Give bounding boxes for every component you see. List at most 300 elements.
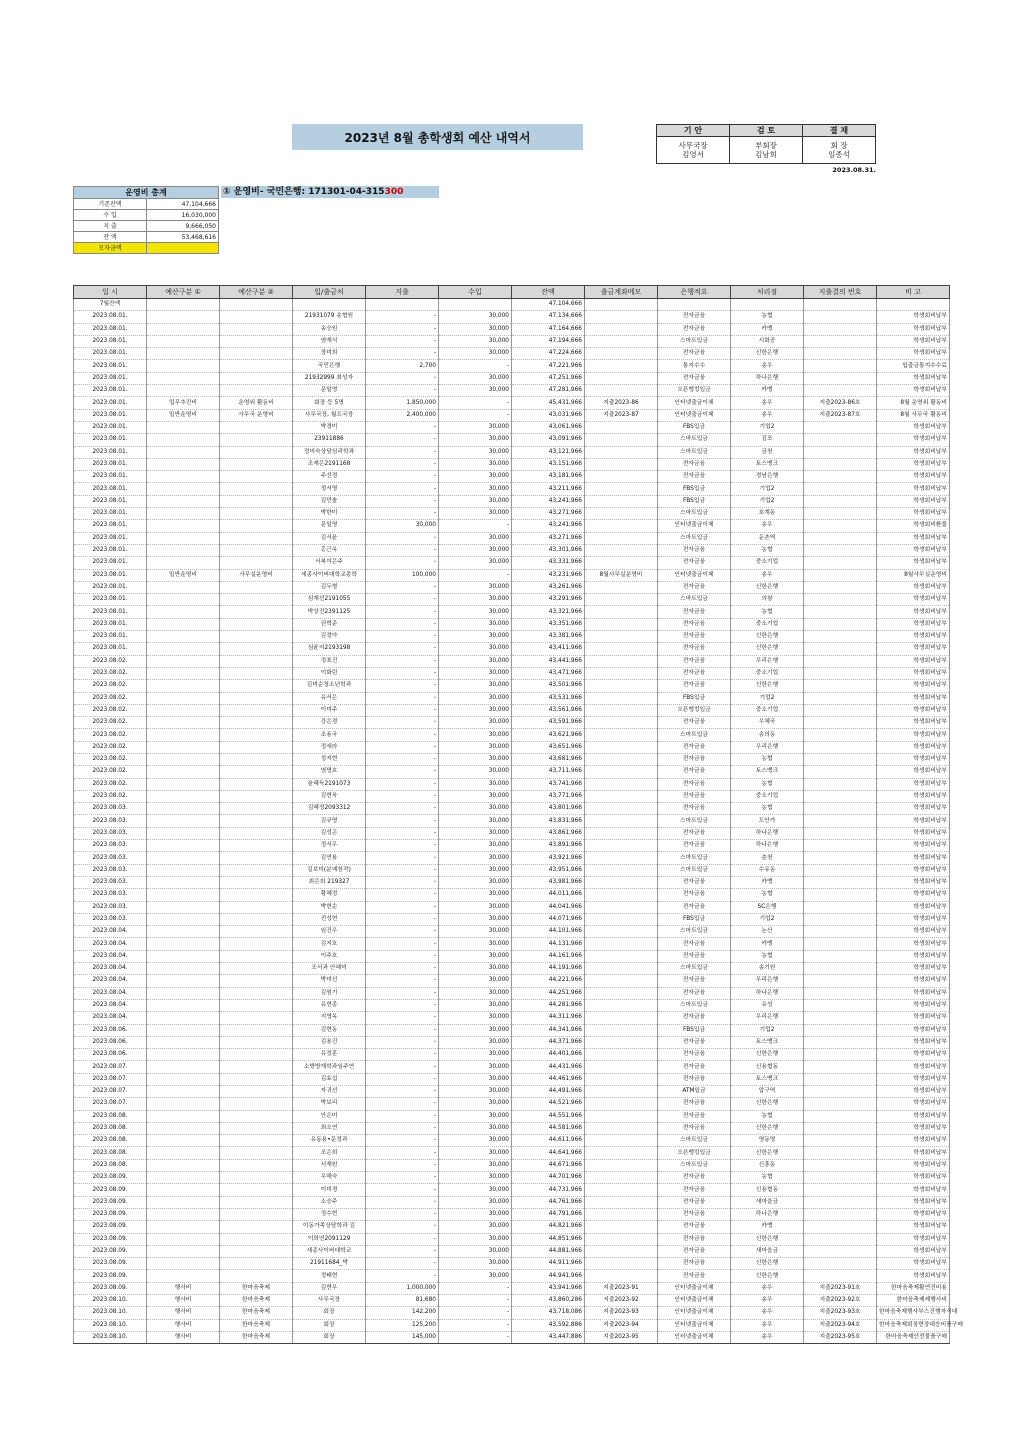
table-cell: 카뱅 <box>731 323 804 335</box>
table-cell: FBS입금 <box>658 483 731 495</box>
table-cell: 스마트입금 <box>658 1135 731 1147</box>
table-row <box>74 827 950 839</box>
table-cell: - <box>366 495 439 507</box>
table-cell <box>147 1221 220 1233</box>
table-cell: 학생회비납부 <box>877 1147 950 1159</box>
table-cell: 학생회비납부 <box>877 1184 950 1196</box>
table-cell: - <box>366 372 439 384</box>
table-cell: 2023.08.02. <box>74 766 147 778</box>
table-cell <box>147 1172 220 1184</box>
table-cell: 21932999 최성자 <box>293 372 366 384</box>
table-cell: 30,000 <box>439 1184 512 1196</box>
table-cell <box>147 606 220 618</box>
table-cell: 회장 등 5명 <box>293 397 366 409</box>
table-cell: 학생회비납부 <box>877 864 950 876</box>
approval-header-approve: 결 재 <box>803 125 876 137</box>
table-cell: 카뱅 <box>731 876 804 888</box>
table-cell: 유성 <box>731 999 804 1011</box>
table-cell: 2023.08.03. <box>74 827 147 839</box>
ledger-column-header: 일 시 <box>74 286 147 299</box>
table-cell: 학생회비납부 <box>877 594 950 606</box>
table-cell: - <box>366 323 439 335</box>
table-cell <box>804 1086 877 1098</box>
table-cell: 소승주 <box>293 1196 366 1208</box>
table-cell <box>220 421 293 433</box>
table-cell: 30,000 <box>439 557 512 569</box>
table-cell <box>220 655 293 667</box>
table-cell: 학생회비납부 <box>877 901 950 913</box>
table-cell: 44,281,966 <box>512 999 585 1011</box>
table-cell <box>585 778 658 790</box>
table-row <box>74 1196 950 1208</box>
table-cell: - <box>366 692 439 704</box>
table-cell: 신한은행 <box>731 631 804 643</box>
table-cell: 유서은 <box>293 692 366 704</box>
table-cell: - <box>366 311 439 323</box>
table-cell: 학생회비납부 <box>877 606 950 618</box>
table-cell: 학생회비납부 <box>877 372 950 384</box>
table-cell: 43,891,966 <box>512 840 585 852</box>
table-cell <box>147 1049 220 1061</box>
table-cell: - <box>366 618 439 630</box>
table-cell: 100,000 <box>366 569 439 581</box>
table-cell <box>585 618 658 630</box>
table-cell <box>220 581 293 593</box>
table-cell: 스마트입금 <box>658 815 731 827</box>
table-cell <box>220 864 293 876</box>
table-cell: 업무추진비 <box>147 397 220 409</box>
table-cell: 회장 <box>293 1319 366 1331</box>
table-cell <box>585 557 658 569</box>
table-cell: 학생회비납부 <box>877 1135 950 1147</box>
table-row <box>74 680 950 692</box>
table-cell <box>804 1036 877 1048</box>
table-cell: 학생회비납부 <box>877 471 950 483</box>
table-cell <box>147 532 220 544</box>
table-row <box>74 1159 950 1171</box>
table-cell <box>804 938 877 950</box>
table-cell: 송우 <box>731 1307 804 1319</box>
table-cell: 학생회비납부 <box>877 667 950 679</box>
summary-value: 47,104,666 <box>147 199 219 210</box>
table-row <box>74 1208 950 1220</box>
table-cell <box>585 594 658 606</box>
table-cell: 신한은행 <box>731 1098 804 1110</box>
table-cell <box>585 1270 658 1282</box>
table-cell: 2023.08.09. <box>74 1184 147 1196</box>
table-cell: 30,000 <box>439 643 512 655</box>
table-cell <box>804 520 877 532</box>
table-cell <box>220 667 293 679</box>
table-cell: 2023.08.10. <box>74 1295 147 1307</box>
table-cell: 전자금융 <box>658 1049 731 1061</box>
table-cell: 학생회비납부 <box>877 1061 950 1073</box>
approval-header-review: 검 토 <box>730 125 803 137</box>
table-cell <box>585 926 658 938</box>
table-cell <box>147 1086 220 1098</box>
table-cell: 스마트입금 <box>658 508 731 520</box>
table-cell <box>147 692 220 704</box>
table-cell <box>147 1208 220 1220</box>
table-cell <box>804 680 877 692</box>
table-cell: 김두형 <box>293 581 366 593</box>
table-cell: - <box>366 655 439 667</box>
table-cell: 한마음축제 <box>220 1319 293 1331</box>
table-cell: - <box>366 913 439 925</box>
table-cell: 최은희 219327 <box>293 876 366 888</box>
table-cell: 44,041,966 <box>512 901 585 913</box>
table-cell: 2023.08.01. <box>74 348 147 360</box>
table-cell: 2023.08.01. <box>74 323 147 335</box>
table-row <box>74 753 950 765</box>
table-cell: 최소연 <box>293 1122 366 1134</box>
table-cell <box>220 717 293 729</box>
table-cell <box>804 827 877 839</box>
table-cell: 전자금융 <box>658 1036 731 1048</box>
table-cell <box>147 1110 220 1122</box>
table-cell: 2023.08.09. <box>74 1233 147 1245</box>
table-cell: 30,000 <box>439 766 512 778</box>
table-cell <box>585 1098 658 1110</box>
table-cell: 문일영 <box>293 520 366 532</box>
table-cell: 30,000 <box>439 1196 512 1208</box>
table-cell <box>147 483 220 495</box>
table-cell <box>220 975 293 987</box>
table-cell <box>147 581 220 593</box>
table-row <box>74 1295 950 1307</box>
table-cell: 학생회비납부 <box>877 1196 950 1208</box>
table-cell <box>804 987 877 999</box>
table-cell <box>585 1245 658 1257</box>
table-cell: 중소기업 <box>731 704 804 716</box>
table-cell: 송우 <box>731 409 804 421</box>
table-cell: 인터넷출금이체 <box>658 1295 731 1307</box>
table-cell <box>147 594 220 606</box>
table-cell <box>585 1172 658 1184</box>
table-cell: 2023.08.01. <box>74 385 147 397</box>
table-cell: 신한은행 <box>731 1270 804 1282</box>
table-cell: 하나은행 <box>731 827 804 839</box>
table-cell: 학생회비납부 <box>877 1012 950 1024</box>
table-cell <box>147 360 220 372</box>
table-cell <box>220 889 293 901</box>
table-cell: 2023.08.03. <box>74 803 147 815</box>
table-cell: 2023.08.01. <box>74 458 147 470</box>
table-cell <box>804 1258 877 1270</box>
table-cell: 30,000 <box>439 471 512 483</box>
table-cell: 30,000 <box>439 864 512 876</box>
table-cell: - <box>366 1208 439 1220</box>
ledger-column-header: 잔액 <box>512 286 585 299</box>
table-row <box>74 1172 950 1184</box>
table-cell <box>804 704 877 716</box>
table-cell: 윤혜득2191073 <box>293 778 366 790</box>
table-cell: 30,000 <box>439 840 512 852</box>
table-row <box>74 1061 950 1073</box>
table-cell: 박한미 <box>293 508 366 520</box>
table-cell: - <box>366 348 439 360</box>
table-cell: 전자금융 <box>658 1245 731 1257</box>
table-cell <box>220 999 293 1011</box>
table-cell: 2023.08.01. <box>74 434 147 446</box>
table-cell: 중소기업 <box>731 557 804 569</box>
table-cell: 30,000 <box>439 1270 512 1282</box>
table-cell <box>220 434 293 446</box>
table-cell: 스마트입금 <box>658 532 731 544</box>
table-cell: 30,000 <box>439 999 512 1011</box>
table-cell: - <box>366 1245 439 1257</box>
table-cell <box>804 1184 877 1196</box>
table-cell: ATM입금 <box>658 1086 731 1098</box>
table-cell <box>220 544 293 556</box>
table-cell: 우리은행 <box>731 975 804 987</box>
table-cell: 학생회비납부 <box>877 1122 950 1134</box>
table-cell <box>220 299 293 311</box>
table-cell <box>585 680 658 692</box>
table-row <box>74 594 950 606</box>
table-cell: 학생회비납부 <box>877 446 950 458</box>
table-cell: - <box>366 729 439 741</box>
table-row <box>74 606 950 618</box>
table-cell: 송우 <box>731 1319 804 1331</box>
table-cell: 인터넷출금이체 <box>658 397 731 409</box>
table-row <box>74 471 950 483</box>
table-cell: 신한은행 <box>731 1147 804 1159</box>
table-cell: 오픈뱅킹입금 <box>658 1147 731 1159</box>
table-cell: 지출2023-87호 <box>804 409 877 421</box>
table-cell <box>147 446 220 458</box>
table-cell: 43,801,966 <box>512 803 585 815</box>
table-cell: 송기원 <box>731 963 804 975</box>
table-cell: - <box>366 631 439 643</box>
table-cell <box>585 360 658 372</box>
table-cell: - <box>366 483 439 495</box>
table-cell: 김현우 <box>293 1282 366 1294</box>
table-cell: 8월 사무국 활동비 <box>877 409 950 421</box>
table-cell <box>585 655 658 667</box>
table-cell: 30,000 <box>439 655 512 667</box>
table-cell: FBS입금 <box>658 1024 731 1036</box>
table-cell: 44,701,966 <box>512 1172 585 1184</box>
table-cell <box>804 1233 877 1245</box>
table-cell: 47,164,666 <box>512 323 585 335</box>
table-cell <box>220 901 293 913</box>
table-cell: 정미숙상담심리학과 <box>293 446 366 458</box>
table-cell: 스마트입금 <box>658 999 731 1011</box>
table-cell: 43,771,966 <box>512 790 585 802</box>
table-cell <box>147 1159 220 1171</box>
approval-cell-approve <box>803 137 876 164</box>
table-cell: - <box>366 1258 439 1270</box>
table-cell: 30,000 <box>439 483 512 495</box>
table-cell: 전자금융 <box>658 741 731 753</box>
table-cell <box>585 421 658 433</box>
table-cell <box>147 999 220 1011</box>
table-cell <box>220 1110 293 1122</box>
table-cell: - <box>366 471 439 483</box>
table-cell: 농협 <box>731 753 804 765</box>
table-cell: 2023.08.02. <box>74 753 147 765</box>
table-cell <box>220 913 293 925</box>
table-cell: 학생회비납부 <box>877 729 950 741</box>
table-cell: 학생회비납부 <box>877 975 950 987</box>
ledger-column-header: 출금계좌메모 <box>585 286 658 299</box>
table-cell: 학생회비납부 <box>877 618 950 630</box>
table-cell: 전자금융 <box>658 938 731 950</box>
table-cell: 기업2 <box>731 692 804 704</box>
ledger-column-header: 비 고 <box>877 286 950 299</box>
table-cell: 우리은행 <box>731 1012 804 1024</box>
table-cell: 학생회비납부 <box>877 1233 950 1245</box>
table-cell: 학생회비납부 <box>877 963 950 975</box>
table-cell: 2023.08.01. <box>74 360 147 372</box>
table-cell: 하나은행 <box>731 987 804 999</box>
table-cell: 김규영 <box>293 815 366 827</box>
table-cell: 전자금융 <box>658 950 731 962</box>
table-cell <box>220 1073 293 1085</box>
ledger-column-header: 입/출금처 <box>293 286 366 299</box>
table-cell <box>220 606 293 618</box>
table-cell: 2023.08.01. <box>74 311 147 323</box>
table-cell <box>220 1196 293 1208</box>
approval-signer: 김남희 <box>755 150 777 159</box>
table-cell: - <box>366 421 439 433</box>
table-cell: 2023.08.08. <box>74 1122 147 1134</box>
table-cell <box>220 1258 293 1270</box>
table-cell: - <box>366 1049 439 1061</box>
table-cell: 43,861,966 <box>512 827 585 839</box>
table-cell: 스마트입금 <box>658 963 731 975</box>
table-cell: 한마음축제안전물품구매 <box>877 1331 950 1343</box>
table-cell: 43,331,966 <box>512 557 585 569</box>
table-cell <box>220 704 293 716</box>
table-cell: 농협 <box>731 311 804 323</box>
table-cell: - <box>366 1098 439 1110</box>
table-cell: 박보리 <box>293 1098 366 1110</box>
table-cell: - <box>366 667 439 679</box>
table-cell: 전자금융 <box>658 876 731 888</box>
table-cell <box>804 631 877 643</box>
table-cell: 새마을금 <box>731 1196 804 1208</box>
table-cell <box>585 1184 658 1196</box>
table-cell <box>147 889 220 901</box>
table-row <box>74 901 950 913</box>
table-cell: 지출2023-93호 <box>804 1307 877 1319</box>
table-cell <box>585 581 658 593</box>
table-cell: 전자금융 <box>658 1012 731 1024</box>
table-cell <box>585 1135 658 1147</box>
table-cell <box>147 717 220 729</box>
table-cell: 2023.08.09. <box>74 1221 147 1233</box>
table-cell: 학생회비납부 <box>877 1073 950 1085</box>
table-cell: 30,000 <box>366 520 439 532</box>
ledger-body <box>74 299 963 1344</box>
table-row <box>74 532 950 544</box>
table-cell: - <box>366 594 439 606</box>
table-cell: - <box>366 926 439 938</box>
table-cell: 학생회비납부 <box>877 987 950 999</box>
table-cell <box>147 1036 220 1048</box>
table-cell <box>147 618 220 630</box>
table-cell <box>585 532 658 544</box>
table-cell: 2023.08.01. <box>74 483 147 495</box>
table-cell: 30,000 <box>439 975 512 987</box>
table-cell: 스마트입금 <box>658 434 731 446</box>
table-cell: 2023.08.03. <box>74 901 147 913</box>
table-cell: 2023.08.07. <box>74 1073 147 1085</box>
table-row <box>74 1245 950 1257</box>
table-cell: 2023.08.09. <box>74 1172 147 1184</box>
table-row <box>74 385 950 397</box>
table-cell: 학생회비납부 <box>877 950 950 962</box>
table-cell: 김미순청소년학과 <box>293 680 366 692</box>
table-cell <box>220 1122 293 1134</box>
table-cell <box>147 901 220 913</box>
table-cell: 학생회비납부 <box>877 1049 950 1061</box>
table-row <box>74 311 950 323</box>
table-cell <box>220 963 293 975</box>
ledger-column-header: 예산구분 ② <box>220 286 293 299</box>
approval-signer: 임종석 <box>828 150 850 159</box>
table-cell: - <box>439 397 512 409</box>
table-cell <box>585 667 658 679</box>
table-cell <box>585 446 658 458</box>
table-cell <box>804 975 877 987</box>
table-cell: 학생회비납부 <box>877 1245 950 1257</box>
table-cell: 44,761,966 <box>512 1196 585 1208</box>
table-cell: 44,191,966 <box>512 963 585 975</box>
table-cell <box>585 495 658 507</box>
table-cell: 전자금융 <box>658 581 731 593</box>
table-cell: 김원기 <box>293 987 366 999</box>
table-cell: 송승원 <box>293 323 366 335</box>
summary-header: 운영비 총계 <box>74 187 219 199</box>
table-cell: 유정훈 <box>293 1049 366 1061</box>
table-cell <box>147 471 220 483</box>
table-cell: 2023.08.01. <box>74 618 147 630</box>
table-cell: 2023.08.01. <box>74 520 147 532</box>
table-cell: 학생회비납부 <box>877 876 950 888</box>
table-cell <box>804 913 877 925</box>
table-cell <box>804 360 877 372</box>
table-cell <box>147 852 220 864</box>
table-cell: 30,000 <box>439 385 512 397</box>
table-cell: - <box>366 1135 439 1147</box>
table-cell: - <box>366 1184 439 1196</box>
table-cell: 기업2 <box>731 495 804 507</box>
table-row <box>74 1135 950 1147</box>
table-cell: 30,000 <box>439 1061 512 1073</box>
table-cell: 44,581,966 <box>512 1122 585 1134</box>
table-cell: 학생회비납부 <box>877 508 950 520</box>
table-cell <box>585 471 658 483</box>
table-cell: 2,700 <box>366 360 439 372</box>
table-cell <box>804 311 877 323</box>
table-cell <box>804 483 877 495</box>
approval-header-draft: 기 안 <box>657 125 730 137</box>
table-cell: 30,000 <box>439 631 512 643</box>
table-cell: 30,000 <box>439 532 512 544</box>
table-cell <box>220 372 293 384</box>
table-cell: 토스뱅크 <box>731 458 804 470</box>
table-cell <box>585 753 658 765</box>
table-cell: - <box>366 975 439 987</box>
table-cell <box>585 1196 658 1208</box>
table-cell: 2023.08.09. <box>74 1208 147 1220</box>
table-cell: 행사비 <box>147 1307 220 1319</box>
table-cell <box>804 385 877 397</box>
table-row <box>74 1024 950 1036</box>
